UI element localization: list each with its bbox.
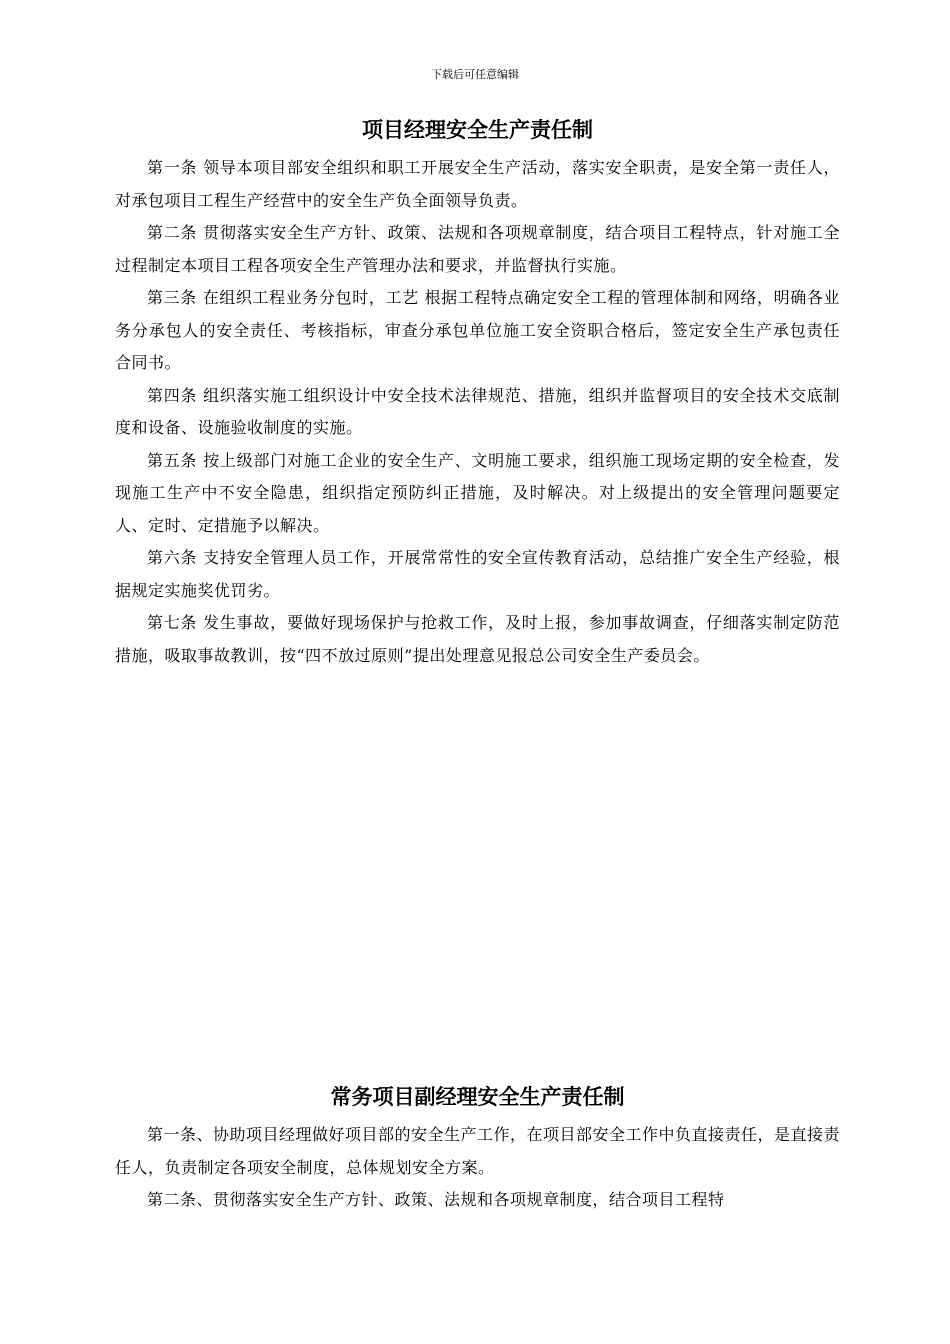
section-project-manager [115,116,840,672]
article-3: 第三条 在组织工程业务分包时，工艺 根据工程特点确定安全工程的管理体制和网络，明确各业务分承包人的安全责任、考核指标，审查分承包单位施工安全资职合格后，签定安全生产承包责任合同书。 [115,288,840,372]
article-6: 第六条 支持安全管理人员工作，开展常常性的安全宣传教育活动，总结推广安全生产经验，根据规定实施奖优罚劣。 [115,548,840,600]
article-7: 第七条 发生事故，要做好现场保护与抢救工作，及时上报，参加事故调查，仔细落实制定防范措施，吸取事故教训，按“四不放过原则”提出处理意见报总公司安全生产委员会。 [115,613,840,665]
article-5: 第五条 按上级部门对施工企业的安全生产、文明施工要求，组织施工现场定期的安全检查，发现施工生产中不安全隐患，组织指定预防纠正措施，及时解决。对上级提出的安全管理问题要定人、定时、定措施予以解决。 [115,450,840,535]
section-deputy-manager [115,1083,840,1217]
article-1: 第一条、协助项目经理做好项目部的安全生产工作，在项目部安全工作中负直接责任，是直接责任人，负责制定各项安全制度，总体规划安全方案。 [115,1125,841,1177]
article-4: 第四条 组织落实施工组织设计中安全技术法律规范、措施，组织并监督项目的安全技术交底制度和设备、设施验收制度的实施。 [115,385,840,437]
article-2: 第二条、贯彻落实安全生产方针、政策、法规和各项规章制度，结合项目工程特 [147,1190,725,1209]
section-title: 项目经理安全生产责任制 [362,117,593,142]
article-1: 第一条 领导本项目部安全组织和职工开展安全生产活动，落实安全职责，是安全第一责任人，对承包项目工程生产经营中的安全生产负全面领导负责。 [115,158,840,210]
section-title: 常务项目副经理安全生产责任制 [330,1084,625,1109]
header-note: 下载后可任意编辑 [431,68,519,81]
article-2: 第二条 贯彻落实安全生产方针、政策、法规和各项规章制度，结合项目工程特点，针对施工全过程制定本项目工程各项安全生产管理办法和要求，并监督执行实施。 [115,223,840,275]
